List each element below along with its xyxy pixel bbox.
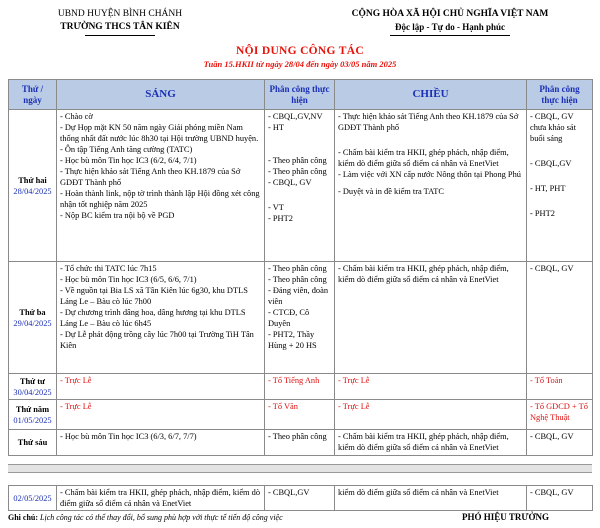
assign-afternoon-cell [527,262,593,374]
task-item: - Học bù môn Tin học IC3 (6/2, 6/4, 7/1) [60,156,197,165]
afternoon-cell [335,400,527,430]
task-item: - Chấm bài kiểm tra HKII, ghép phách, nhập điểm, kiểm dò điểm giữa sổ điểm cá nhân và EnetViet [338,432,509,452]
morning-cell [57,374,265,400]
assign-morning-cell [265,374,335,400]
assignee: - Tổ Toán [530,376,563,385]
schedule-table [8,79,593,456]
motto-underline [390,35,510,36]
morning-cell [57,430,265,456]
assignee: - CBQL,GV [268,488,310,497]
day-cell [9,486,57,511]
task-item: - Trực Lễ [60,376,92,385]
task-item: - Dự Lễ phát động trồng cây lúc 7h00 tại Trường TiH Tân Kiên [60,330,254,350]
afternoon-cell [335,430,527,456]
section-separator [8,464,592,473]
assignee: - PHT2 [530,209,555,218]
task-item: - Chấm bài kiểm tra HKII, ghép phách, nhập điểm, kiểm dò điểm giữa sổ điểm cá nhân và EnetViet [338,148,509,168]
task-item: - Làm việc với XN cấp nước Nông thôn tại Phong Phú [338,170,521,179]
task-item: - Ôn tập Tiếng Anh tăng cường (TATC) [60,145,193,154]
col-day-header: Thứ / ngày [9,80,57,110]
assignee: - CBQL,GV,NV [268,112,323,121]
assignee: - Theo phân công [268,275,327,284]
day-date: 01/05/2025 [13,415,52,425]
assign-afternoon-cell [527,110,593,262]
assignee: - CBQL,GV [530,159,572,168]
table-row [9,374,593,400]
task-item: - Chấm bài kiểm tra HKII, ghép phách, nhập điểm, kiểm dò điểm giữa sổ điểm cá nhân và EnetViet [60,488,261,508]
assignee: - Theo phân công [268,167,327,176]
table-row [9,486,593,511]
assign-morning-cell [265,430,335,456]
school-underline [85,35,155,36]
task-item: - Dự chương trình dâng hoa, dâng hương tại khu DTLS Láng Le – Bàu cò lúc 6h45 [60,308,246,328]
task-item: - Học bù môn Tin học IC3 (6/5, 6/6, 7/1) [60,275,197,284]
col-afternoon-header: CHIỀU [335,80,527,110]
table-row [9,430,593,456]
day-name: Thứ ba [19,307,46,317]
assignee: - Đảng viên, đoàn viên [268,286,329,306]
assignee: - PHT2, Thầy Hùng + 20 HS [268,330,317,350]
assign-afternoon-cell [527,430,593,456]
day-cell [9,400,57,430]
school-name [0,21,240,36]
assign-morning-cell [265,262,335,374]
assignee: - Theo phân công [268,264,327,273]
agency-name: UBND HUYỆN BÌNH CHÁNH [57,9,183,19]
assignee: - HT [268,123,285,132]
task-item: - Chấm bài kiểm tra HKII, ghép phách, nhập điểm, kiểm dò điểm giữa sổ điểm cá nhân và EnetViet [338,264,509,284]
assignee: - CBQL, GV [530,488,574,497]
task-item: - Về nguồn tại Bia LS xã Tân Kiên lúc 6g30, khu DTLS Láng Le – Bàu cò lúc 7h00 [60,286,248,306]
assignee: - Theo phân công [268,432,327,441]
assign-morning-cell [265,110,335,262]
day-date: 02/05/2025 [13,493,52,503]
motto [300,21,600,36]
assignee: - PHT2 [268,214,293,223]
afternoon-cell [335,262,527,374]
task-item: - Trực Lễ [338,402,370,411]
school-name-text: TRƯỜNG THCS TÂN KIÊN [60,22,180,32]
day-date: 28/04/2025 [13,186,52,196]
day-date: 29/04/2025 [13,318,52,328]
footnote [8,513,283,522]
schedule-table-continued [8,485,593,511]
morning-cell [57,110,265,262]
day-cell [9,430,57,456]
task-item: - Chào cờ [60,112,93,121]
assignee: - Theo phân công [268,156,327,165]
task-item: - Trực Lễ [338,376,370,385]
col-assign-afternoon-header: Phân công thực hiện [527,80,593,110]
assign-afternoon-cell [527,374,593,400]
footnote-text: Lịch công tác có thể thay đổi, bổ sung phù hợp với thực tế tiến độ công việc [40,513,283,522]
page-title: NỘI DUNG CÔNG TÁC [236,45,364,57]
assignee: - HT, PHT [530,184,566,193]
col-morning-header: SÁNG [57,80,265,110]
assign-afternoon-cell [527,486,593,511]
day-name: Thứ tư [19,376,46,386]
assign-morning-cell [265,400,335,430]
assignee: - CBQL, GV [268,178,312,187]
afternoon-cell [335,486,527,511]
day-date: 30/04/2025 [13,387,52,397]
task-item: - Thực hiện khảo sát Tiếng Anh theo KH.1879 của Sở GDĐT Thành phố [60,167,241,187]
task-item: - Tổ chức thi TATC lúc 7h15 [60,264,157,273]
task-item: - Hoàn thành link, nộp tờ trình thành lập Hội đồng xét công nhận tốt nghiệp năm 2025 [60,189,260,209]
assign-morning-cell [265,486,335,511]
morning-cell [57,262,265,374]
afternoon-cell [335,374,527,400]
day-cell [9,374,57,400]
assignee: - CBQL, GV [530,264,574,273]
page-subtitle: Tuần 15.HKII từ ngày 28/04 đến ngày 03/05 năm 2025 [203,59,397,69]
afternoon-cell [335,110,527,262]
assignee: - Tổ Văn [268,402,298,411]
assignee: - Tổ GDCD + Tổ Nghệ Thuật [530,402,588,422]
task-item: - Trực Lễ [60,402,92,411]
table-row [9,262,593,374]
task-item: - Duyệt và in đề kiểm tra TATC [338,187,444,196]
assign-afternoon-cell [527,400,593,430]
motto-text: Độc lập - Tự do - Hạnh phúc [394,22,505,32]
assignee: - VT [268,203,284,212]
task-item: - Học bù môn Tin học IC3 (6/3, 6/7, 7/7) [60,432,197,441]
task-item: - Thực hiện khảo sát Tiếng Anh theo KH.1879 của Sở GDĐT Thành phố [338,112,519,132]
day-name: Thứ hai [18,175,47,185]
day-name: Thứ năm [15,404,50,414]
morning-cell [57,400,265,430]
table-row [9,110,593,262]
assignee: - CBQL, GV chưa khảo sát buổi sáng [530,112,576,143]
col-assign-morning-header: Phân công thực hiện [265,80,335,110]
republic-name: CỘNG HÒA XÃ HỘI CHỦ NGHĨA VIỆT NAM [351,9,549,19]
morning-cell [57,486,265,511]
table-row [9,400,593,430]
assignee: - CTCĐ, Cô Duyên [268,308,310,328]
task-item: kiểm dò điểm giữa sổ điểm cá nhân và EnetViet [338,488,499,497]
signature-title: PHÓ HIỆU TRƯỞNG [462,512,550,522]
day-cell [9,110,57,262]
day-cell [9,262,57,374]
assignee: - CBQL, GV [530,432,574,441]
day-name: Thứ sáu [17,438,48,447]
task-item: - Dự Họp mặt KN 50 năm ngày Giải phóng miền Nam thống nhất đất nước lúc 8h30 tại Hội trường UBND huyện. [60,123,259,143]
task-item: - Nộp BC kiểm tra nội bộ về PGD [60,211,175,220]
assignee: - Tổ Tiếng Anh [268,376,320,385]
footnote-label: Ghi chú: [8,513,39,522]
